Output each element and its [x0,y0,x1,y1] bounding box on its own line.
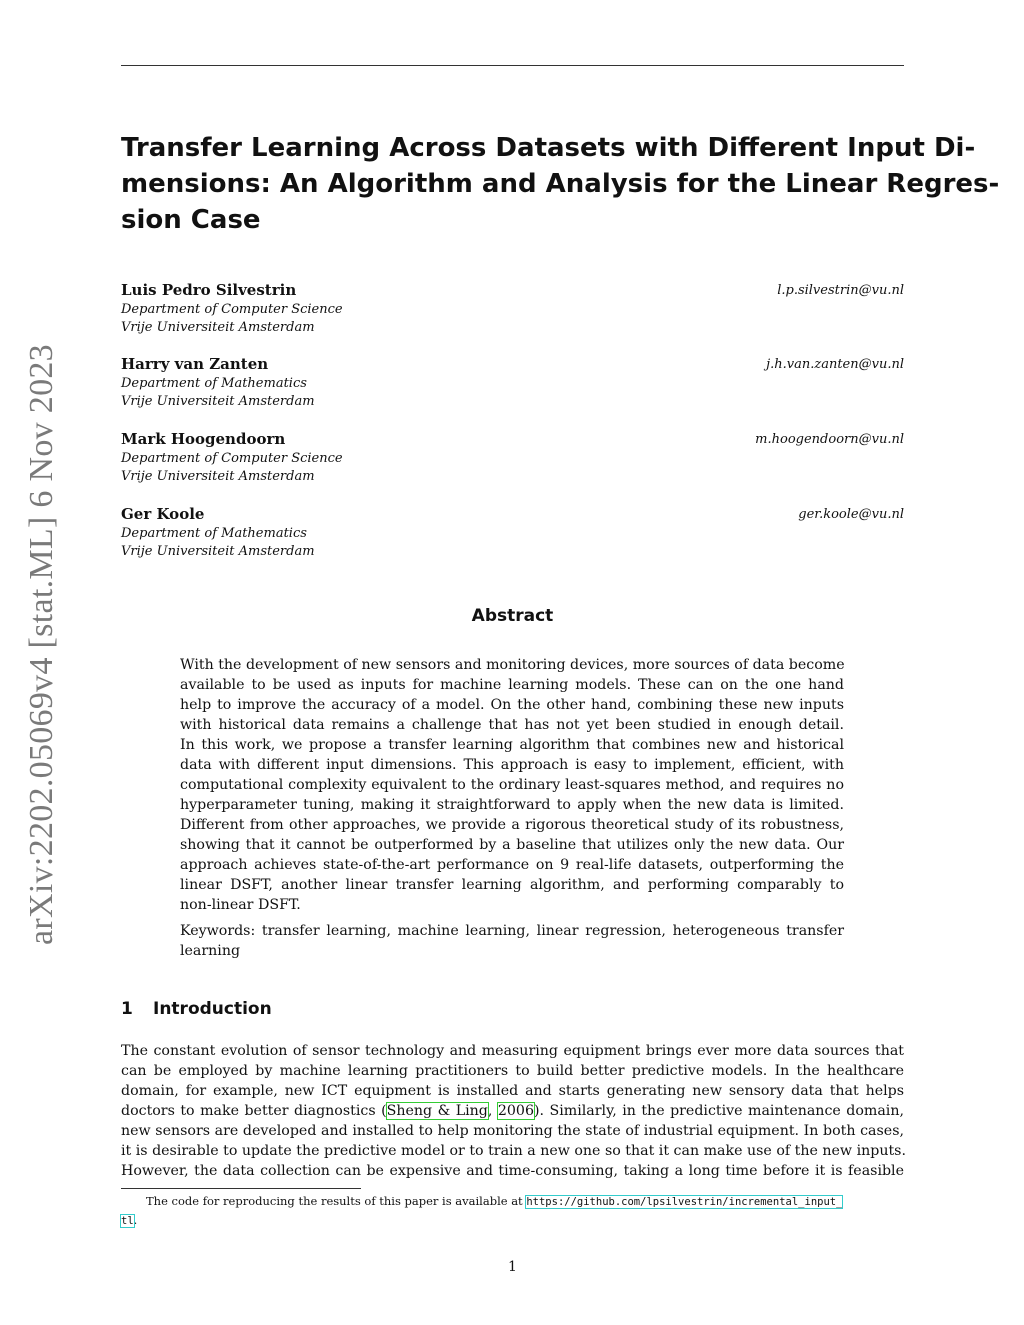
intro-line: However, the data collection can be expensive and time-consuming, taking a long time before it is feasible [121,1163,904,1179]
citation-link-year[interactable]: 2006 [497,1103,534,1119]
intro-line: it is desirable to update the predictive model or to train a new one so that it can make use of the new inputs. [121,1143,906,1159]
author-block [121,355,904,415]
keywords-line: learning [180,943,241,959]
footnote [121,1192,904,1230]
abstract-text [180,655,844,915]
author-email: ger.koole@vu.nl [798,507,904,522]
author-name: Mark Hoogendoorn [121,430,286,448]
section-title: Introduction [153,999,272,1019]
author-institution: Vrije Universiteit Amsterdam [121,320,315,335]
author-name: Luis Pedro Silvestrin [121,281,297,299]
abstract-line: hyperparameter tuning, making it straightforward to apply when the new data is limited. [180,797,844,813]
abstract-line: with historical data remains a challenge that has not yet been studied in enough detail. [180,717,844,733]
author-institution: Vrije Universiteit Amsterdam [121,469,315,484]
keywords-line: Keywords: transfer learning, machine learning, linear regression, heterogeneous transfer [180,923,844,939]
footnote-line [121,1192,904,1211]
intro-text: doctors to make better diagnostics ( [121,1103,387,1119]
author-department: Department of Mathematics [121,526,307,541]
abstract-line: In this work, we propose a transfer learning algorithm that combines new and historical [180,737,844,753]
intro-line: The constant evolution of sensor technology and measuring equipment brings ever more data sources that [121,1043,904,1059]
header-rule [121,65,904,66]
code-url-link[interactable]: https://github.com/lpsilvestrin/incremental_input_ [526,1196,843,1208]
footnote-rule [121,1188,361,1189]
author-name: Ger Koole [121,505,205,523]
citation-separator: , [487,1103,498,1119]
author-email: l.p.silvestrin@vu.nl [777,283,904,298]
abstract-line: With the development of new sensors and monitoring devices, more sources of data become [180,657,845,673]
section-heading-introduction [121,997,904,1021]
citation-link-authors[interactable]: Sheng & Ling [386,1103,488,1119]
abstract-line: non-linear DSFT. [180,897,301,913]
page-number: 1 [508,1259,517,1275]
author-name: Harry van Zanten [121,355,269,373]
abstract-heading: Abstract [471,606,554,626]
introduction-text [121,1041,904,1181]
intro-line: domain, for example, new ICT equipment is installed and starts generating new sensory data that helps [121,1083,904,1099]
arxiv-stamp: arXiv:2202.05069v4 [stat.ML] 6 Nov 2023 [23,344,60,945]
title-line: sion Case [121,205,261,235]
code-url-link-continued[interactable]: tl [121,1215,134,1227]
footnote-end: . [133,1213,138,1227]
author-email: m.hoogendoorn@vu.nl [755,432,904,447]
abstract-line: available to be used as inputs for machine learning models. These can on the one hand [180,677,844,693]
abstract-line: showing that it cannot be outperformed by a baseline that utilizes only the new data. Our [180,837,844,853]
abstract-line: approach achieves state-of-the-art performance on 9 real-life datasets, outperforming the [180,857,844,873]
abstract-line: linear DSFT, another linear transfer learning algorithm, and performing comparably to [180,877,844,893]
footnote-line [121,1211,904,1230]
author-department: Department of Computer Science [121,451,343,466]
title-line: mensions: An Algorithm and Analysis for the Linear Regres- [121,169,1000,199]
author-department: Department of Mathematics [121,376,307,391]
author-block [121,505,904,565]
section-number: 1 [121,999,133,1019]
author-institution: Vrije Universiteit Amsterdam [121,394,315,409]
author-block [121,430,904,490]
footnote-text: The code for reproducing the results of this paper is available at [146,1194,527,1208]
paper-title [121,130,1000,238]
abstract-line: Different from other approaches, we provide a rigorous theoretical study of its robustness, [180,817,844,833]
intro-line: can be employed by machine learning practitioners to build better predictive models. In the healthcare [121,1063,904,1079]
author-email: j.h.van.zanten@vu.nl [766,357,904,372]
author-block [121,281,904,341]
intro-line: new sensors are developed and installed to help monitoring the state of industrial equipment. In both cases, [121,1123,904,1139]
abstract-line: computational complexity equivalent to the ordinary least-squares method, and requires no [180,777,844,793]
intro-text: ). Similarly, in the predictive maintenance domain, [533,1103,904,1119]
title-line: Transfer Learning Across Datasets with Different Input Di- [121,133,976,163]
keywords [180,921,844,961]
author-department: Department of Computer Science [121,302,343,317]
author-institution: Vrije Universiteit Amsterdam [121,544,315,559]
intro-line-with-citation [121,1101,904,1121]
abstract-line: help to improve the accuracy of a model. On the other hand, combining these new inputs [180,697,844,713]
abstract-line: data with different input dimensions. This approach is easy to implement, efficient, with [180,757,844,773]
